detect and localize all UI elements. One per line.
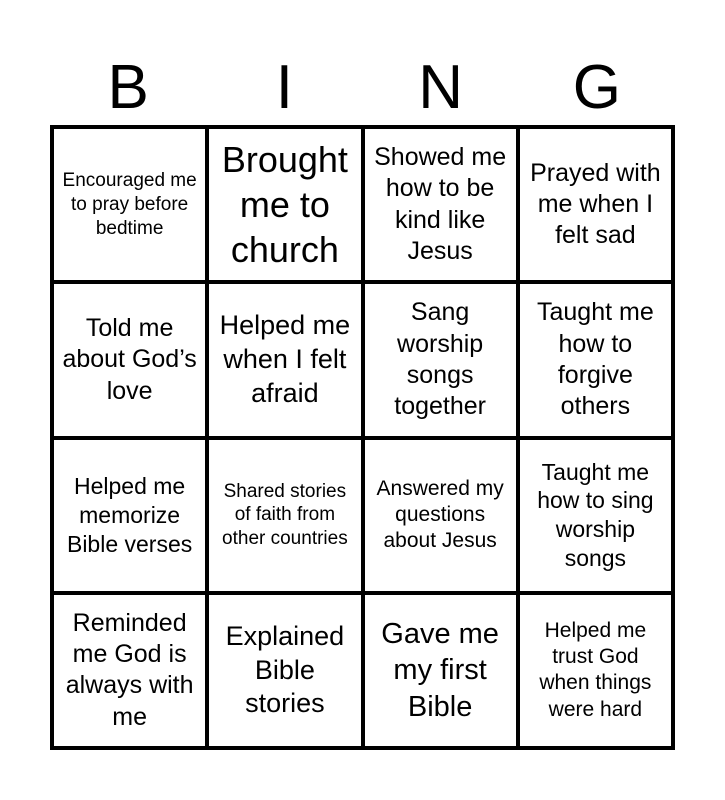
bingo-cell-r2c2[interactable] bbox=[209, 284, 360, 435]
bingo-cell-r3c4[interactable] bbox=[520, 440, 671, 591]
cell-text: Answered my questions about Jesus bbox=[376, 476, 504, 553]
title-letter-g: G bbox=[572, 53, 621, 122]
title-letter-i: I bbox=[275, 53, 293, 122]
cell-text: Helped me when I felt afraid bbox=[219, 310, 351, 408]
title-letter-b: B bbox=[107, 53, 149, 122]
cell-text: Showed me how to be kind like Jesus bbox=[374, 143, 507, 265]
bingo-cell-r4c3[interactable] bbox=[365, 595, 516, 746]
bingo-cell-r1c1[interactable] bbox=[54, 129, 205, 280]
bingo-cell-r2c4[interactable] bbox=[520, 284, 671, 435]
cell-text: Sang worship songs together bbox=[394, 298, 486, 421]
bingo-cell-r1c4[interactable] bbox=[520, 129, 671, 280]
bingo-cell-r1c2[interactable] bbox=[209, 129, 360, 280]
cell-text: Helped me memorize Bible verses bbox=[66, 473, 193, 557]
cell-text: Helped me trust God when things were hard bbox=[539, 618, 652, 721]
cell-text: Shared stories of faith from other countries bbox=[222, 480, 348, 549]
cell-text: Reminded me God is always with me bbox=[65, 608, 194, 731]
bingo-cell-r3c2[interactable] bbox=[209, 440, 360, 591]
bingo-cell-r4c4[interactable] bbox=[520, 595, 671, 746]
cell-text: Brought me to church bbox=[221, 139, 348, 271]
cell-text: Taught me how to forgive others bbox=[537, 298, 654, 421]
cell-text: Taught me how to sing worship songs bbox=[537, 458, 654, 571]
bingo-cell-r2c1[interactable] bbox=[54, 284, 205, 435]
bingo-title bbox=[50, 52, 675, 124]
cell-text: Told me about God’s love bbox=[62, 314, 197, 405]
bingo-cell-r4c2[interactable] bbox=[209, 595, 360, 746]
cell-text: Gave me my first Bible bbox=[381, 618, 499, 723]
cell-text: Prayed with me when I felt sad bbox=[530, 158, 661, 250]
bingo-cell-r3c3[interactable] bbox=[365, 440, 516, 591]
bingo-board bbox=[50, 125, 675, 750]
cell-text: Explained Bible stories bbox=[225, 620, 345, 719]
bingo-cell-r4c1[interactable] bbox=[54, 595, 205, 746]
cell-text: Encouraged me to pray before bedtime bbox=[62, 170, 197, 239]
bingo-cell-r1c3[interactable] bbox=[365, 129, 516, 280]
bingo-cell-r3c1[interactable] bbox=[54, 440, 205, 591]
bingo-cell-r2c3[interactable] bbox=[365, 284, 516, 435]
title-letter-n: N bbox=[418, 53, 464, 122]
